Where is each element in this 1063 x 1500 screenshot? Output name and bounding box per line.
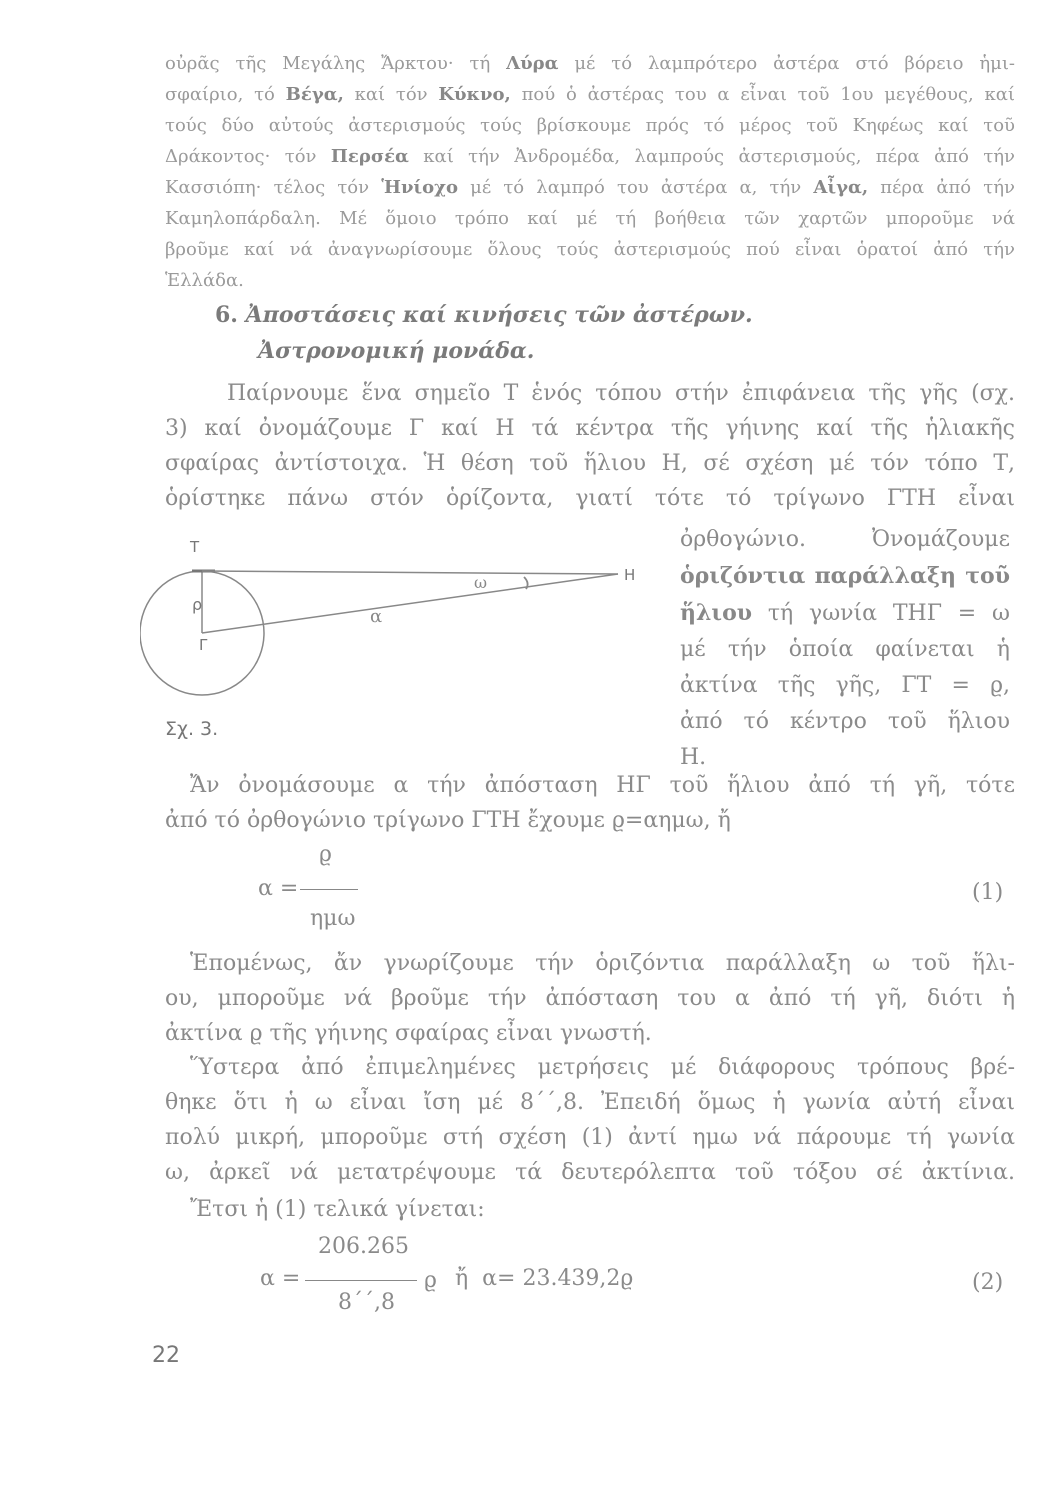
intro-paragraph xyxy=(165,48,1015,296)
intro-line: οὐρᾶς τῆς Μεγάλης Ἄρκτου· τή Λύρα μέ τό λαμπρότερο ἀστέρα στό βόρειο ἡμι- xyxy=(165,53,1016,74)
paragraph-1 xyxy=(165,376,1015,516)
side-column xyxy=(680,522,1010,776)
paragraph-line: ου, μποροῦμε νά βροῦμε τήν ἀπόσταση του α ἀπό τή γῆ, διότι ἡ xyxy=(165,986,1015,1011)
formula-1-number: (1) xyxy=(972,880,1004,905)
intro-line: σφαίριο, τό Βέγα, καί τόν Κύκνο, πού ὁ ἀστέρας του α εἶναι τοῦ 1ου μεγέθους, καί xyxy=(165,84,1015,105)
paragraph-line: πολύ μικρή, μποροῦμε στή σχέση (1) ἀντί ημω νά πάρουμε τή γωνία xyxy=(165,1125,1015,1150)
label-G: Γ xyxy=(199,636,208,654)
section-subtitle: Ἀστρονομική μονάδα. xyxy=(258,338,535,364)
paragraph-line: ἀπό τό ὀρθογώνιο τρίγωνο ΓΤΗ ἔχουμε ϱ=αημω, ἤ xyxy=(165,808,731,833)
formula-2-denominator: 8΄΄,8 xyxy=(338,1290,395,1315)
line-T-H xyxy=(202,571,618,574)
formula-1-fraction-bar xyxy=(300,889,358,890)
section-heading xyxy=(215,302,753,328)
line-G-H xyxy=(202,574,618,633)
label-omega: ω xyxy=(474,573,488,592)
label-rho: ρ xyxy=(192,595,203,614)
formula-2-numerator: 206.265 xyxy=(318,1234,409,1259)
paragraph-3 xyxy=(165,946,1015,1051)
paragraph-line: θηκε ὅτι ἡ ω εἶναι ἴση μέ 8΄΄,8. Ἐπειδή ὅμως ἡ γωνία αὐτή εἶναι xyxy=(165,1090,1015,1115)
formula-2-rho: ϱ xyxy=(424,1268,437,1293)
paragraph-5: Ἔτσι ἡ (1) τελικά γίνεται: xyxy=(190,1197,485,1222)
section-title: Ἀποστάσεις καί κινήσεις τῶν ἀστέρων. xyxy=(245,302,753,328)
paragraph-line: ἀκτίνα ϱ τῆς γήινης σφαίρας εἶναι γνωστή. xyxy=(165,1021,652,1046)
section-number: 6. xyxy=(215,302,238,328)
side-line: ὀρθογώνιο. Ὀνομάζουμε xyxy=(680,527,1010,552)
paragraph-line: ω, ἀρκεῖ νά μετατρέψουμε τά δευτερόλεπτα τοῦ τόξου σέ ἀκτίνια. xyxy=(165,1160,1015,1185)
paragraph-line: ὁρίστηκε πάνω στόν ὁρίζοντα, γιατί τότε τό τρίγωνο ΓΤΗ εἶναι xyxy=(165,486,1015,511)
side-line: μέ τήν ὁποία φαίνεται ἡ xyxy=(680,637,1010,662)
intro-line: τούς δύο αὐτούς ἀστερισμούς τούς βρίσκουμε πρός τό μέρος τοῦ Κηφέως καί τοῦ xyxy=(165,115,1015,136)
formula-2-result: ἤ α= 23.439,2ϱ xyxy=(455,1266,634,1291)
page-number: 22 xyxy=(152,1343,180,1368)
figure-caption: Σχ. 3. xyxy=(165,718,219,740)
label-T: Τ xyxy=(190,540,200,556)
formula-2-lhs: α = xyxy=(260,1266,301,1291)
paragraph-4 xyxy=(165,1050,1015,1190)
intro-line: βροῦμε καί νά ἀναγνωρίσουμε ὅλους τούς ἀστερισμούς πού εἶναι ὁρατοί ἀπό τήν xyxy=(165,239,1015,260)
formula-1-lhs: α = xyxy=(258,876,299,901)
side-line: ὁριζόντια παράλλαξη τοῦ xyxy=(680,563,1010,589)
side-line: ἀκτίνα τῆς γῆς, ΓΤ = ϱ, xyxy=(680,673,1010,698)
intro-line: Ἑλλάδα. xyxy=(165,270,244,291)
intro-line: Καμηλοπάρδαλη. Μέ ὅμοιο τρόπο καί μέ τή βοήθεια τῶν χαρτῶν μποροῦμε νά xyxy=(165,208,1015,229)
paragraph-line: 3) καί ὀνομάζουμε Γ καί Η τά κέντρα τῆς γήινης καί τῆς ἡλιακῆς xyxy=(165,416,1015,441)
paragraph-2 xyxy=(165,768,1015,838)
intro-line: Δράκοντος· τόν Περσέα καί τήν Ἀνδρομέδα, λαμπρούς ἀστερισμούς, πέρα ἀπό τήν xyxy=(165,146,1015,167)
side-line: ἀπό τό κέντρο τοῦ ἥλιου xyxy=(680,709,1010,734)
side-line: ἥλιου τή γωνία ΤΗΓ = ω xyxy=(680,600,1010,626)
formula-1-denominator: ημω xyxy=(310,906,356,931)
side-line: Η. xyxy=(680,745,707,770)
paragraph-line: Ὕστερα ἀπό ἐπιμελημένες μετρήσεις μέ διάφορους τρόπους βρέ- xyxy=(190,1055,1015,1080)
paragraph-line: Ἑπομένως, ἄν γνωρίζουμε τήν ὁριζόντια παράλλαξη ω τοῦ ἥλι- xyxy=(190,951,1015,976)
formula-2-number: (2) xyxy=(972,1270,1004,1295)
figure-3-diagram xyxy=(140,540,660,720)
paragraph-line: Ἄν ὀνομάσουμε α τήν ἀπόσταση ΗΓ τοῦ ἥλιου ἀπό τή γῆ, τότε xyxy=(190,773,1015,798)
label-H: Η xyxy=(624,566,636,584)
label-alpha: α xyxy=(370,606,383,627)
paragraph-line: σφαίρας ἀντίστοιχα. Ἡ θέση τοῦ ἥλιου Η, σέ σχέση μέ τόν τόπο Τ, xyxy=(165,451,1015,476)
paragraph-line: Παίρνουμε ἕνα σημεῖο Τ ἑνός τόπου στήν ἐπιφάνεια τῆς γῆς (σχ. xyxy=(227,381,1015,406)
intro-line: Κασσιόπη· τέλος τόν Ἡνίοχο μέ τό λαμπρό του ἀστέρα α, τήν Αἶγα, πέρα ἀπό τήν xyxy=(165,177,1015,198)
formula-1-numerator: ϱ xyxy=(319,842,332,867)
formula-2-fraction-bar xyxy=(305,1280,417,1281)
